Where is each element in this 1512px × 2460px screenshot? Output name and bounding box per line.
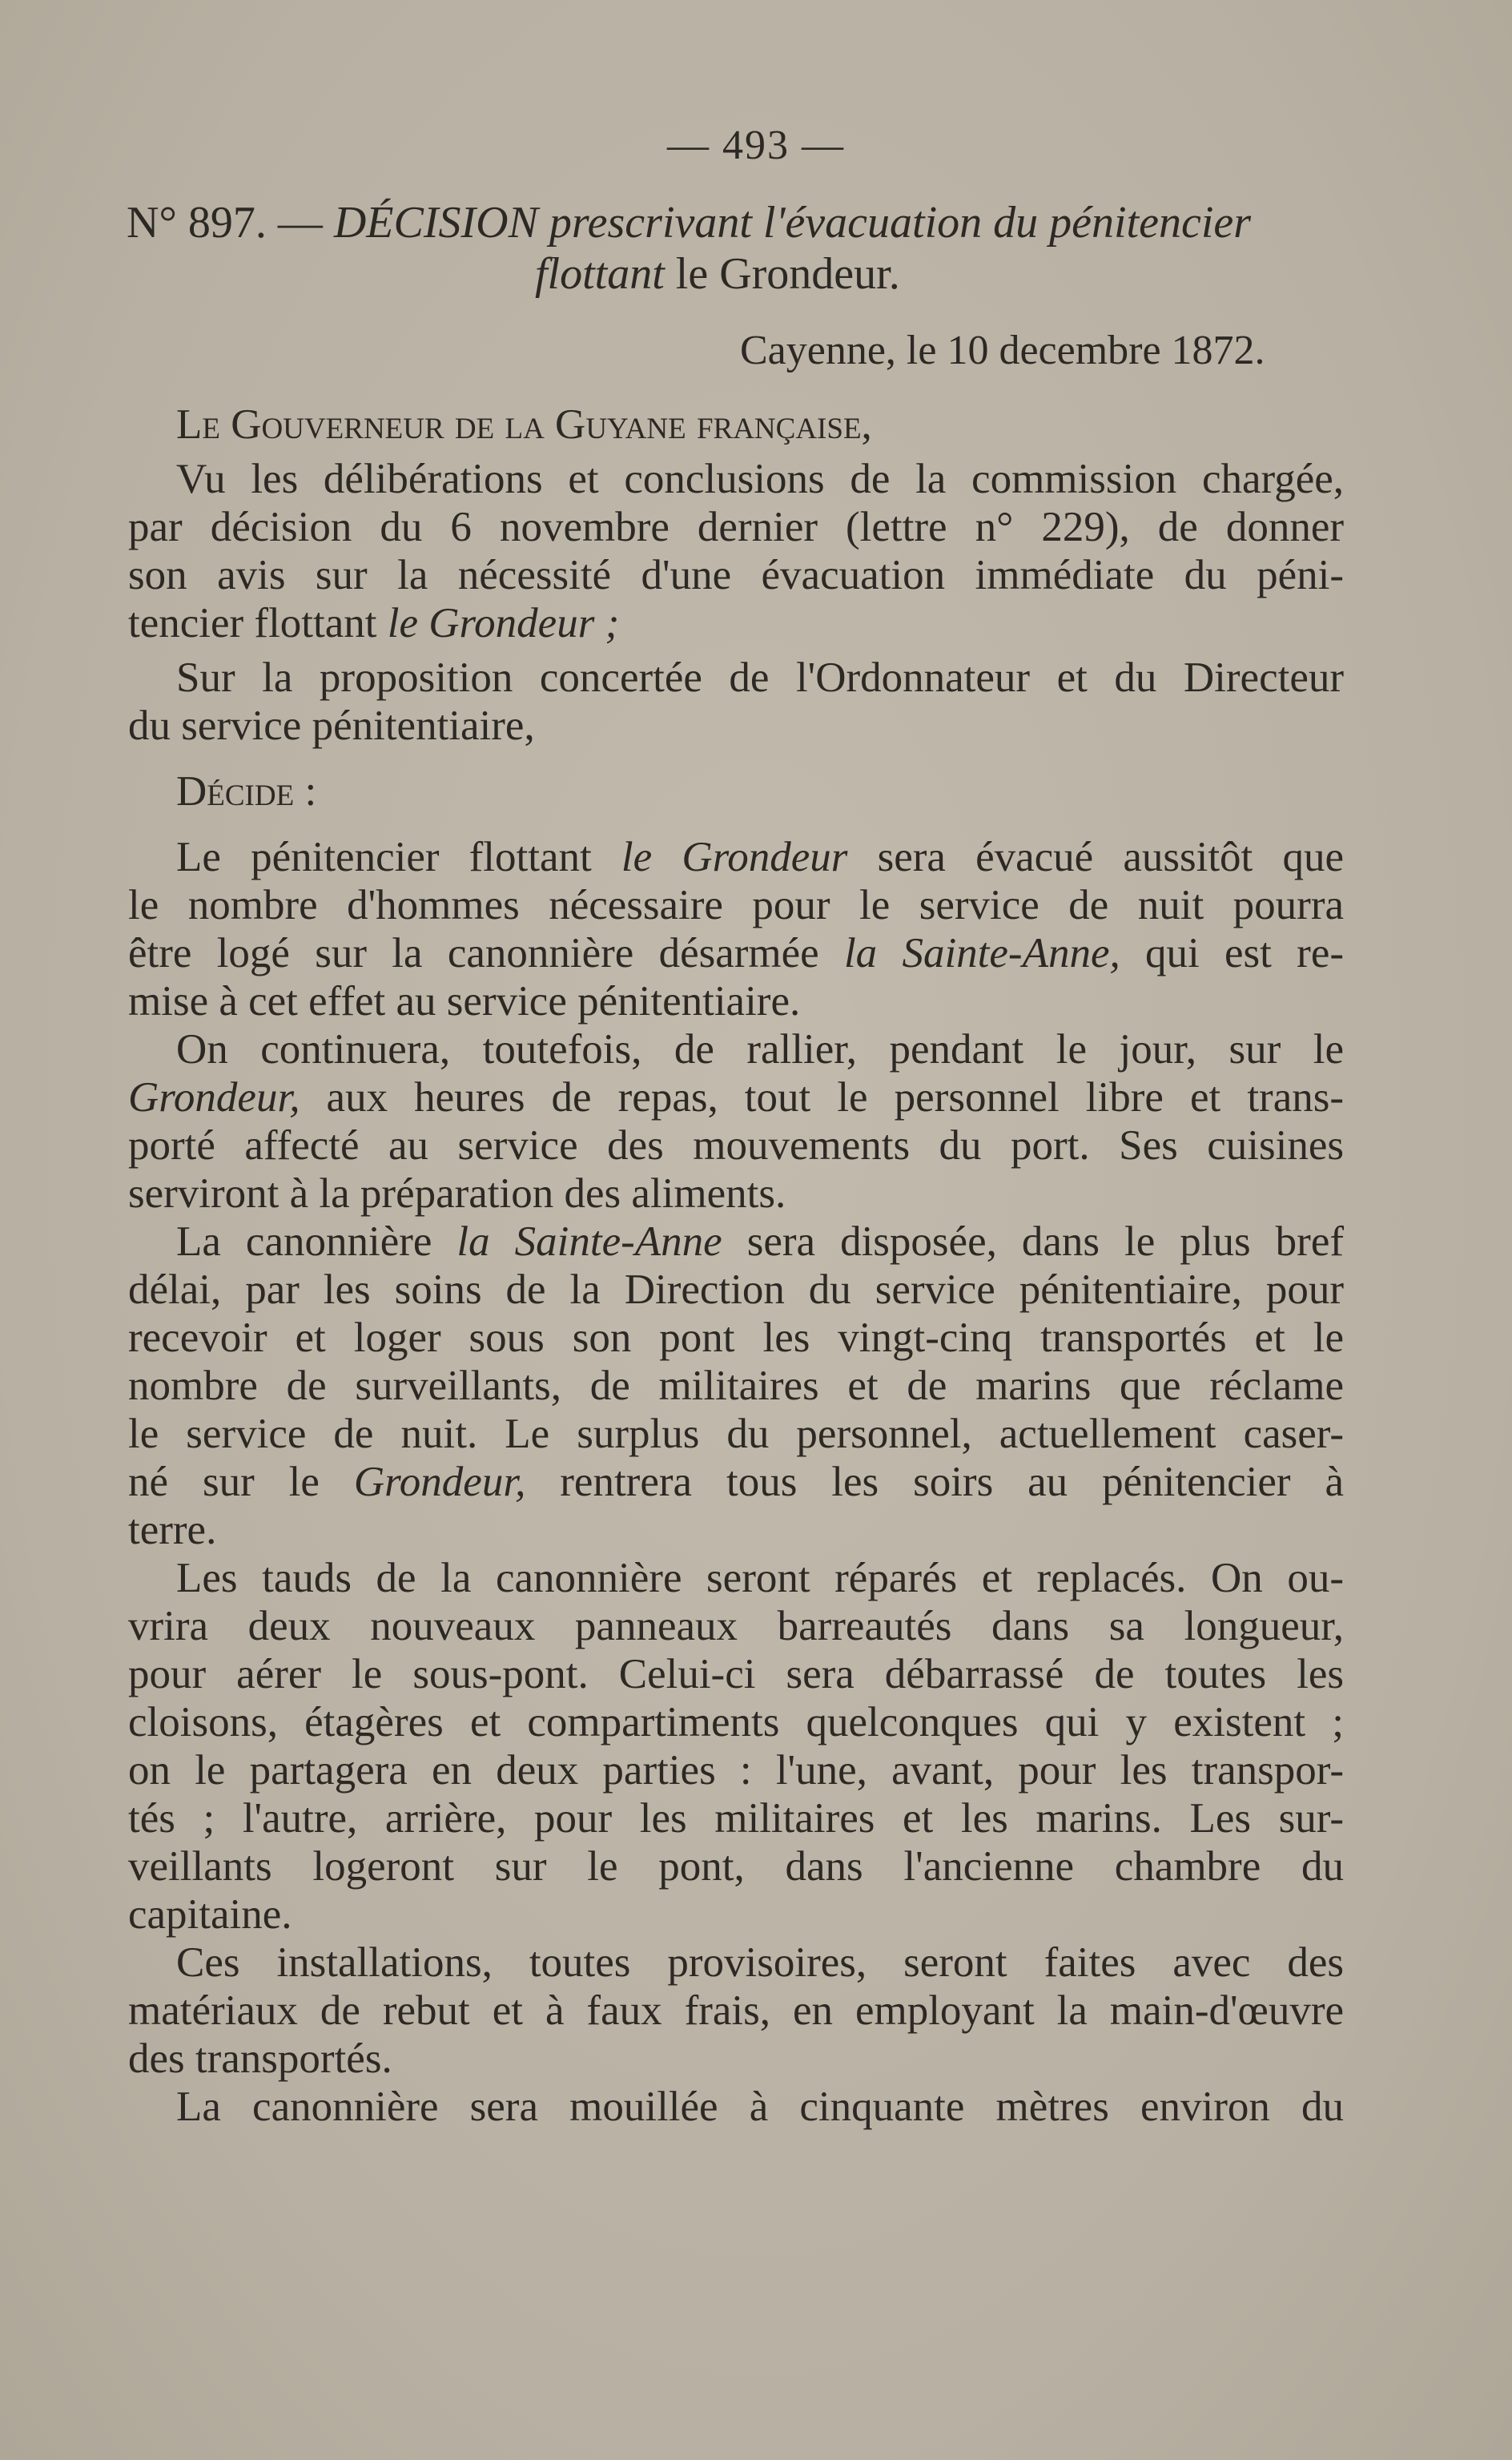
paragraph-evacuation: Le pénitencier flottant le Grondeur sera évacué aussitôt que le nombre d'hommes nécessaire pour le service de nuit pourra être logé sur la canonnière désarmée la Sainte-Anne, qui est re- mise à cet effet au service pénitentiaire. <box>128 834 1344 1025</box>
paragraph-tauds: Les tauds de la canonnière seront réparés et replacés. On ou- vrira deux nouveaux panneaux barreautés dans sa longueur, pour aérer le sous-pont. Celui-ci sera débarrassé de toutes les cloisons, étagères et compartiments quelconques qui y existent ; on le partagera en deux parties : l'une, avant, pour les transpor- tés ; l'autre, arrière, pour les militaires et les marins. Les sur- veillants logeront sur le pont, dans l'ancienne chambre du capitaine. <box>128 1555 1344 1938</box>
paragraph-vu: Vu les délibérations et conclusions de la commission chargée, par décision du 6 novembre dernier (lettre n° 229), de donner son avis sur la nécessité d'une évacuation immédiate du péni- tencier flottant le Grondeur ; <box>128 456 1344 646</box>
decision-title-line2 <box>127 248 1360 300</box>
paragraph-canonniere: La canonnière la Sainte-Anne sera disposée, dans le plus bref délai, par les soins de la Direction du service pénitentiaire, pour recevoir et loger sous son pont les vingt-cinq transportés et le nombre de surveillants, de militaires et de marins que réclame le service de nuit. Le surplus du personnel, actuellement caser- né sur le Grondeur, rentrera tous les soirs au pénitencier à terre. <box>128 1218 1344 1553</box>
decision-number: N° 897. — <box>127 198 323 248</box>
paragraph-rallier: On continuera, toutefois, de rallier, pendant le jour, sur le Grondeur, aux heures de repas, tout le personnel libre et trans- porté affecté au service des mouvements du port. Ses cuisines serviront à la préparation des aliments. <box>128 1026 1344 1217</box>
decision-title-line2-rest: le Grondeur. <box>675 249 900 299</box>
paragraph-proposition: Sur la proposition concertée de l'Ordonnateur et du Directeur du service pénitentiaire, <box>128 654 1344 749</box>
paragraph-gouverneur: Le Gouverneur de la Guyane française, <box>176 401 872 448</box>
paragraph-mouillee: La canonnière sera mouillée à cinquante mètres environ du <box>176 2084 1344 2130</box>
paragraph-installations: Ces installations, toutes provisoires, seront faites avec des matériaux de rebut et à faux frais, en employant la main-d'œuvre des transportés. <box>128 1939 1344 2082</box>
decision-title <box>127 197 1360 300</box>
decide-heading: Décide : <box>176 768 317 815</box>
place-date: Cayenne, le 10 decembre 1872. <box>740 328 1265 373</box>
paragraph-vu-last: tencier flottant le Grondeur ; <box>128 600 620 646</box>
decision-title-text: DÉCISION prescrivant l'évacuation du pénitencier <box>333 198 1252 248</box>
decision-title-line2-italic: flottant <box>535 249 665 299</box>
page-number: — 493 — <box>667 123 845 168</box>
document-body <box>128 401 1344 2131</box>
